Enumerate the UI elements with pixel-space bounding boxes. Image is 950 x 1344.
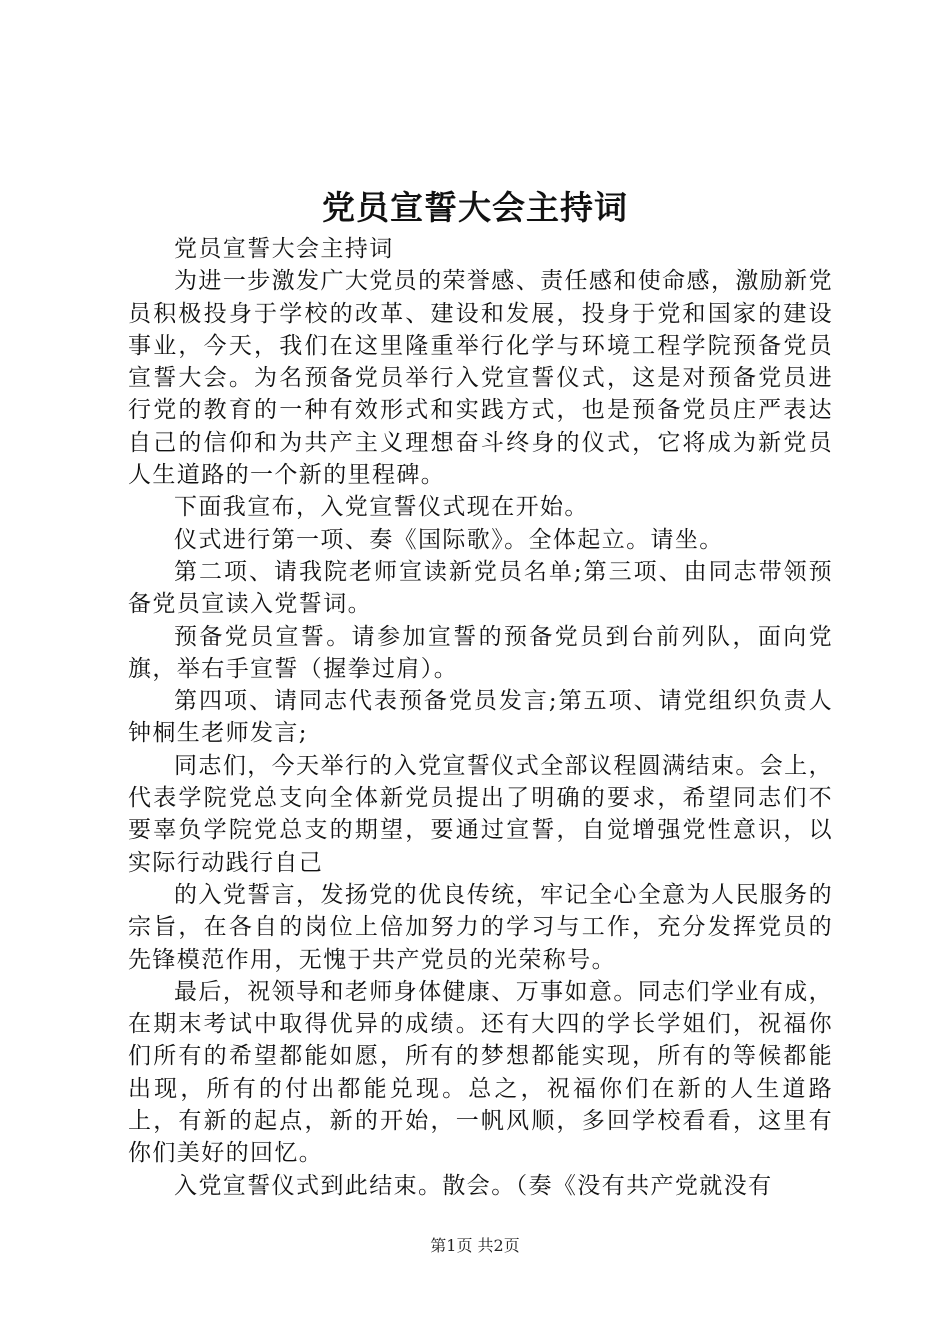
document-body [128, 233, 833, 1202]
paragraph: 的入党誓言，发扬党的优良传统，牢记全心全意为人民服务的宗旨，在各自的岗位上倍加努力的学习与工作，充分发挥党员的先锋模范作用，无愧于共产党员的光荣称号。 [128, 881, 833, 973]
paragraph: 党员宣誓大会主持词 [174, 236, 394, 262]
paragraph: 预备党员宣誓。请参加宣誓的预备党员到台前列队，面向党旗，举右手宣誓（握拳过肩）。 [128, 623, 833, 682]
page-title: 党员宣誓大会主持词 [322, 188, 628, 227]
paragraph: 为进一步激发广大党员的荣誉感、责任感和使命感，激励新党员积极投身于学校的改革、建设和发展，投身于党和国家的建设事业，今天，我们在这里隆重举行化学与环境工程学院预备党员宣誓大会。为名预备党员举行入党宣誓仪式，这是对预备党员进行党的教育的一种有效形式和实践方式，也是预备党员庄严表达自己的信仰和为共产主义理想奋斗终身的仪式，它将成为新党员人生道路的一个新的里程碑。 [128, 268, 833, 489]
paragraph: 下面我宣布，入党宣誓仪式现在开始。 [174, 494, 589, 521]
paragraph: 第二项、请我院老师宣读新党员名单;第三项、由同志带领预备党员宣读入党誓词。 [128, 558, 833, 618]
paragraph: 最后，祝领导和老师身体健康、万事如意。同志们学业有成，在期末考试中取得优异的成绩。还有大四的学长学姐们，祝福你们所有的希望都能如愿，所有的梦想都能实现，所有的等候都能出现，所有的付出都能兑现。总之，祝福你们在新的人生道路上，有新的起点，新的开始，一帆风顺，多回学校看看，这里有你们美好的回忆。 [128, 978, 833, 1167]
paragraph: 同志们，今天举行的入党宣誓仪式全部议程圆满结束。会上，代表学院党总支向全体新党员提出了明确的要求，希望同志们不要辜负学院党总支的期望，要通过宣誓，自觉增强党性意识，以实际行动践行自己 [128, 752, 833, 876]
paragraph: 仪式进行第一项、奏《国际歌》。全体起立。请坐。 [174, 526, 724, 553]
paragraph: 入党宣誓仪式到此结束。散会。（奏《没有共产党就没有 [174, 1172, 773, 1199]
page-number-footer: 第1页 共2页 [430, 1236, 520, 1255]
paragraph: 第四项、请同志代表预备党员发言;第五项、请党组织负责人钟桐生老师发言; [128, 688, 833, 747]
